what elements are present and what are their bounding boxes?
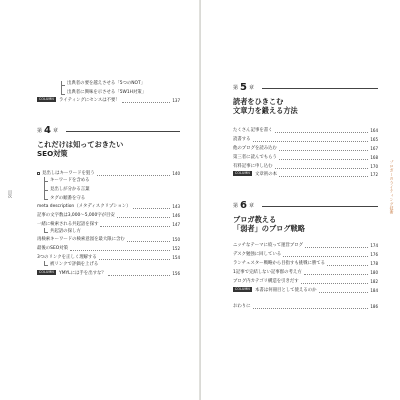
toc-entry <box>37 213 180 219</box>
toc-leader <box>253 308 369 309</box>
toc-bullet <box>37 172 40 175</box>
column-badge: COLUMN <box>235 171 251 175</box>
toc-entry-title: おわりに <box>233 304 251 309</box>
chapter-title-line: ブロガ教える <box>233 215 277 224</box>
toc-entry-title: 第三者に読んでもらう <box>233 155 277 160</box>
toc-leader <box>275 168 369 169</box>
toc-leader <box>122 102 171 103</box>
toc-sub-item: キーワードを含める <box>50 178 90 183</box>
toc-entry-title: たくさん記事を書く <box>233 128 273 133</box>
left-page <box>0 0 199 400</box>
toc-entry-title: 3つのリンクを正しく理解する <box>37 255 97 260</box>
toc-page-number: 174 <box>370 243 378 248</box>
chapter-label-prefix: 第 <box>233 203 239 209</box>
chapter-label-suffix: 章 <box>248 203 254 209</box>
toc-branch <box>61 85 65 86</box>
right-page <box>201 0 400 400</box>
toc-entry <box>233 164 378 170</box>
toc-entry <box>37 222 180 228</box>
toc-branch <box>44 199 48 200</box>
running-head-left: 目次 <box>8 190 13 198</box>
toc-page-number: 165 <box>370 137 378 142</box>
toc-entry <box>233 252 378 258</box>
toc-page-number: 143 <box>172 204 180 209</box>
toc-sub-item: 見出しが分かる言葉 <box>50 187 90 192</box>
toc-sub-item: 被リンクで評価を上げる <box>50 262 99 267</box>
toc-leader <box>279 176 368 177</box>
toc-entry <box>233 279 378 285</box>
toc-page-number: 182 <box>370 279 378 284</box>
toc-leader <box>275 132 369 133</box>
toc-tree-line <box>61 81 62 95</box>
toc-column-entry <box>233 171 378 178</box>
toc-entry <box>42 171 180 177</box>
chapter-title <box>37 140 123 158</box>
toc-page-number: 186 <box>370 304 378 309</box>
toc-entry <box>37 237 180 243</box>
running-head-right: ブロガーのライティング技術 <box>390 160 395 215</box>
column-badge: COLUMN <box>39 270 55 274</box>
toc-entry-title: 他のブログを読み込む <box>233 146 277 151</box>
toc-leader <box>305 247 368 248</box>
toc-sub-item: 出典者に興味を示させる「5W1H対策」 <box>67 90 147 95</box>
toc-entry <box>233 243 378 249</box>
toc-entry-title: 見出しはキーワードを狙う <box>42 171 95 176</box>
toc-page-number: 150 <box>172 237 180 242</box>
toc-leader <box>97 175 171 176</box>
toc-leader <box>304 274 369 275</box>
toc-page-number: 178 <box>370 261 378 266</box>
toc-leader <box>70 250 170 251</box>
toc-leader <box>319 292 369 293</box>
chapter-number <box>37 125 58 136</box>
toc-entry-title: ブログ内カテゴリ構造を引きだす <box>233 279 299 284</box>
chapter-label-prefix: 第 <box>233 85 239 91</box>
toc-entry <box>233 155 378 161</box>
chapter-rule <box>262 206 378 207</box>
chapter-title-line: 読者をひきこむ <box>233 97 284 106</box>
toc-leader <box>133 208 171 209</box>
toc-entry-title: 記事の文字数は3,000〜5,000字が目安 <box>37 213 115 218</box>
toc-branch <box>61 94 65 95</box>
toc-entry <box>37 246 180 252</box>
chapter-title <box>233 97 298 115</box>
toc-page-number: 164 <box>370 128 378 133</box>
toc-entry-title: 本書は何冊目として使えるのか <box>255 288 317 293</box>
toc-page-number: 176 <box>370 252 378 257</box>
toc-leader <box>253 141 369 142</box>
toc-sub-item: 共起語の探し方 <box>50 229 81 234</box>
toc-entry <box>37 204 180 210</box>
chapter-number <box>233 82 254 93</box>
toc-branch <box>44 190 48 191</box>
toc-sub-item: 出典者の要を越えさせる「5つのNOT」 <box>67 81 146 86</box>
chapter-title-line: 文章力を鍛える方法 <box>233 106 298 115</box>
toc-entry-title: meta description（メタディスクリプション） <box>37 204 131 209</box>
toc-leader <box>117 217 171 218</box>
toc-entry-title: ランチェスター戦略から目指すも挑戦に勝てる <box>233 261 326 266</box>
toc-entry-title: 一緒に検索される共起語を探す <box>37 222 99 227</box>
toc-entry-title: ライティングにセンスは不要！ <box>59 98 120 103</box>
chapter-number-digit: 5 <box>240 82 247 93</box>
toc-entry <box>233 128 378 134</box>
toc-page-number: 147 <box>172 222 180 227</box>
chapter-rule <box>66 131 180 132</box>
toc-page-number: 140 <box>172 171 180 176</box>
chapter-label-suffix: 章 <box>52 128 58 134</box>
toc-page-number: 168 <box>370 155 378 160</box>
toc-leader <box>301 283 369 284</box>
toc-entry-title: ニッチなテーマに絞って運営ブログ <box>233 243 304 248</box>
toc-page-number: 152 <box>172 246 180 251</box>
toc-page-number: 154 <box>172 255 180 260</box>
toc-entry <box>233 270 378 276</box>
toc-entry <box>233 261 378 267</box>
toc-column-entry <box>233 287 378 294</box>
toc-page-number: 156 <box>172 271 180 276</box>
toc-branch <box>44 232 48 233</box>
toc-branch <box>44 181 48 182</box>
toc-page-number: 167 <box>370 146 378 151</box>
toc-entry-title: 有料記事に申し込む <box>233 164 273 169</box>
toc-entry-title: YMYLには手を出すな？ <box>59 271 106 276</box>
chapter-title <box>233 215 305 233</box>
chapter-label-suffix: 章 <box>248 85 254 91</box>
toc-entry-title: 1記事で完結しない記事群の考え方 <box>233 270 302 275</box>
toc-leader <box>108 275 171 276</box>
toc-leader <box>127 241 171 242</box>
toc-leader <box>327 265 368 266</box>
toc-page-number: 146 <box>172 213 180 218</box>
toc-entry-title: 最後のSEO対策 <box>37 246 68 251</box>
chapter-number <box>233 200 254 211</box>
toc-page-number: 137 <box>172 98 180 103</box>
toc-entry <box>233 137 378 143</box>
toc-column-entry <box>37 270 180 277</box>
toc-entry-title: デスク勉強に回している <box>233 252 282 257</box>
chapter-label-prefix: 第 <box>37 128 43 134</box>
toc-entry-title: 文章術の本 <box>255 172 277 177</box>
toc-column-entry <box>37 97 180 104</box>
toc-entry-title: 読書する <box>233 137 251 142</box>
toc-leader <box>283 256 368 257</box>
toc-leader <box>99 259 171 260</box>
chapter-number-digit: 4 <box>44 125 51 136</box>
toc-entry <box>37 255 180 261</box>
column-badge: COLUMN <box>235 287 251 291</box>
toc-page-number: 172 <box>370 172 378 177</box>
toc-branch <box>44 265 48 266</box>
toc-entry <box>233 304 378 310</box>
toc-leader <box>279 159 368 160</box>
toc-entry-title: 再検索キーワードの検索意図を最大限に含む <box>37 237 125 242</box>
chapter-number-digit: 6 <box>240 200 247 211</box>
toc-entry <box>233 146 378 152</box>
toc-page-number: 184 <box>370 288 378 293</box>
toc-leader <box>279 150 368 151</box>
column-badge: COLUMN <box>39 97 55 101</box>
toc-page-number: 170 <box>370 164 378 169</box>
toc-sub-item: タグの順番を守る <box>50 196 86 201</box>
chapter-title-line: SEO対策 <box>37 149 68 158</box>
chapter-title-line: 「弱者」のブログ戦略 <box>233 224 305 233</box>
chapter-title-line: これだけは知っておきたい <box>37 140 124 149</box>
toc-leader <box>100 226 170 227</box>
toc-page-number: 180 <box>370 270 378 275</box>
chapter-rule <box>262 88 378 89</box>
